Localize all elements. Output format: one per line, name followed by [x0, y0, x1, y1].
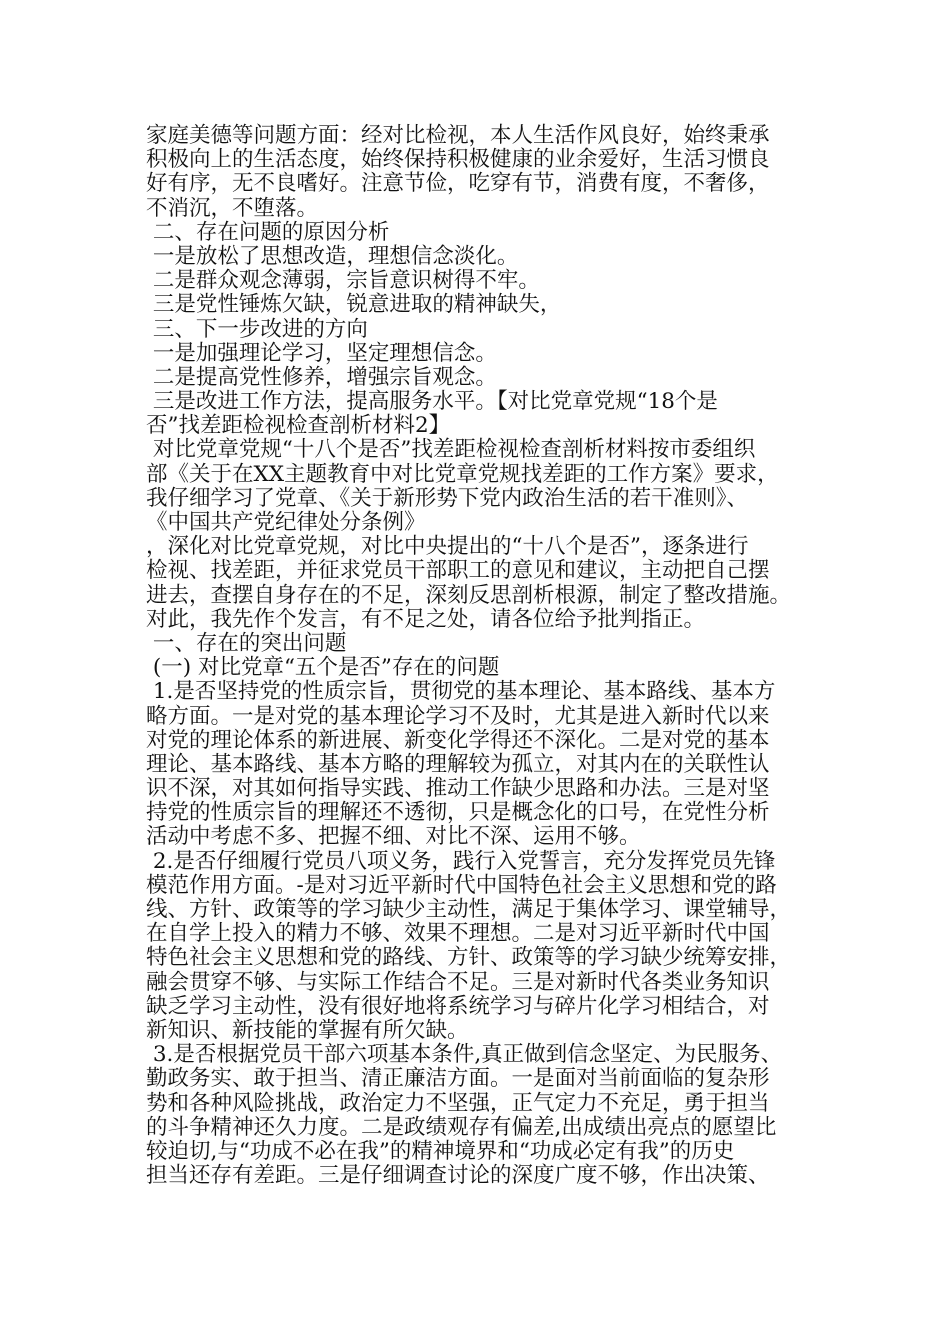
text-line: 三是党性锤炼欠缺，锐意进取的精神缺失， — [146, 292, 562, 318]
text-line: 略方面。一是对党的基本理论学习不及时，尤其是进入新时代以来 — [146, 703, 770, 729]
text-line: 担当还存有差距。三是仔细调查讨论的深度广度不够，作出决策、 — [146, 1163, 770, 1189]
text-line: 家庭美德等问题方面：经对比检视，本人生活作风良好，始终秉承 — [146, 123, 770, 148]
text-line: 线、方针、政策等的学习缺少主动性，满足于集体学习、课堂辅导， — [146, 897, 792, 922]
text-line: 活动中考虑不多、把握不细、对比不深、运用不够。 — [146, 824, 641, 850]
text-line: 缺乏学习主动性，没有很好地将系统学习与碎片化学习相结合，对 — [146, 993, 770, 1019]
text-line: 积极向上的生活态度，始终保持积极健康的业余爱好，生活习惯良 — [146, 147, 770, 173]
text-line: 一是加强理论学习，坚定理想信念。 — [146, 340, 497, 366]
text-line: 我仔细学习了党章、《关于新形势下党内政治生活的若干准则》、 — [146, 485, 749, 511]
text-line: 对党的理论体系的新进展、新变化学得还不深化。二是对党的基本 — [146, 727, 770, 753]
subsection-heading: (一) 对比党章“五个是否”存在的问题 — [146, 655, 500, 681]
text-line: 的斗争精神还久力度。二是政绩观存有偏差,出成绩出亮点的愿望比 — [146, 1114, 777, 1140]
text-line: 进去，查摆自身存在的不足，深刻反思剖析根源，制定了整改措施。 — [146, 582, 792, 608]
text-line: 识不深，对其如何指导实践、推动工作缺少思路和办法。三是对坚 — [146, 776, 770, 802]
text-line: 较迫切,与“功成不必在我”的精神境界和“功成必定有我”的历史 — [146, 1138, 735, 1164]
text-line: 勤政务实、敢于担当、清正廉洁方面。一是面对当前面临的复杂形 — [146, 1066, 770, 1092]
text-line: 融会贯穿不够、与实际工作结合不足。三是对新时代各类业务知识 — [146, 969, 770, 995]
text-line: 新知识、新技能的掌握有所欠缺。 — [146, 1017, 469, 1043]
text-line: 模范作用方面。-是对习近平新时代中国特色社会主义思想和党的路 — [146, 872, 777, 898]
document-body — [146, 124, 818, 1188]
text-line: 在自学上投入的精力不够、效果不理想。二是对习近平新时代中国 — [146, 921, 770, 947]
text-line: 不消沉，不堕落。 — [146, 195, 319, 221]
text-line: 理论、基本路线、基本方略的理解较为孤立，对其内在的关联性认 — [146, 751, 770, 777]
text-line: 1.是否坚持党的性质宗旨，贯彻党的基本理论、基本路线、基本方 — [146, 679, 776, 705]
section-heading: 三、下一步改进的方向 — [146, 316, 368, 342]
text-line: 三是改进工作方法，提高服务水平。【对比党章党规“18个是 — [146, 389, 718, 415]
text-line: ，深化对比党章党规，对比中央提出的“十八个是否”，逐条进行 — [146, 534, 749, 560]
text-line: 持党的性质宗旨的理解还不透彻，只是概念化的口号，在党性分析 — [146, 800, 770, 826]
text-line: 否”找差距检视检查剖析材料2】 — [146, 413, 451, 439]
text-line: 势和各种风险挑战，政治定力不坚强，正气定力不充足，勇于担当 — [146, 1090, 770, 1116]
text-line: 二是提高党性修养，增强宗旨观念。 — [146, 364, 497, 390]
section-heading: 二、存在问题的原因分析 — [146, 219, 390, 245]
section-heading: 一、存在的突出问题 — [146, 630, 347, 656]
text-line: 《中国共产党纪律处分条例》 — [146, 510, 426, 535]
text-line: 对此，我先作个发言，有不足之处，请各位给予批判指正。 — [146, 606, 706, 632]
text-line: 检视、找差距，并征求党员干部职工的意见和建议，主动把自己摆 — [146, 558, 770, 584]
text-line: 好有序，无不良嗜好。注意节俭，吃穿有节，消费有度，不奢侈， — [146, 171, 770, 197]
text-line: 部《关于在XX主题教育中对比党章党规找差距的工作方案》要求， — [146, 461, 779, 487]
text-line: 3.是否根据党员干部六项基本条件,真正做到信念坚定、为民服务、 — [146, 1042, 783, 1068]
text-line: 特色社会主义思想和党的路线、方针、政策等的学习缺少统筹安排， — [146, 945, 792, 971]
text-line: 一是放松了思想改造，理想信念淡化。 — [146, 243, 519, 269]
text-line: 2.是否仔细履行党员八项义务，践行入党誓言，充分发挥党员先锋 — [146, 848, 776, 874]
text-line: 对比党章党规“十八个是否”找差距检视检查剖析材料按市委组织 — [146, 437, 756, 463]
text-line: 二是群众观念薄弱，宗旨意识树得不牢。 — [146, 268, 540, 294]
